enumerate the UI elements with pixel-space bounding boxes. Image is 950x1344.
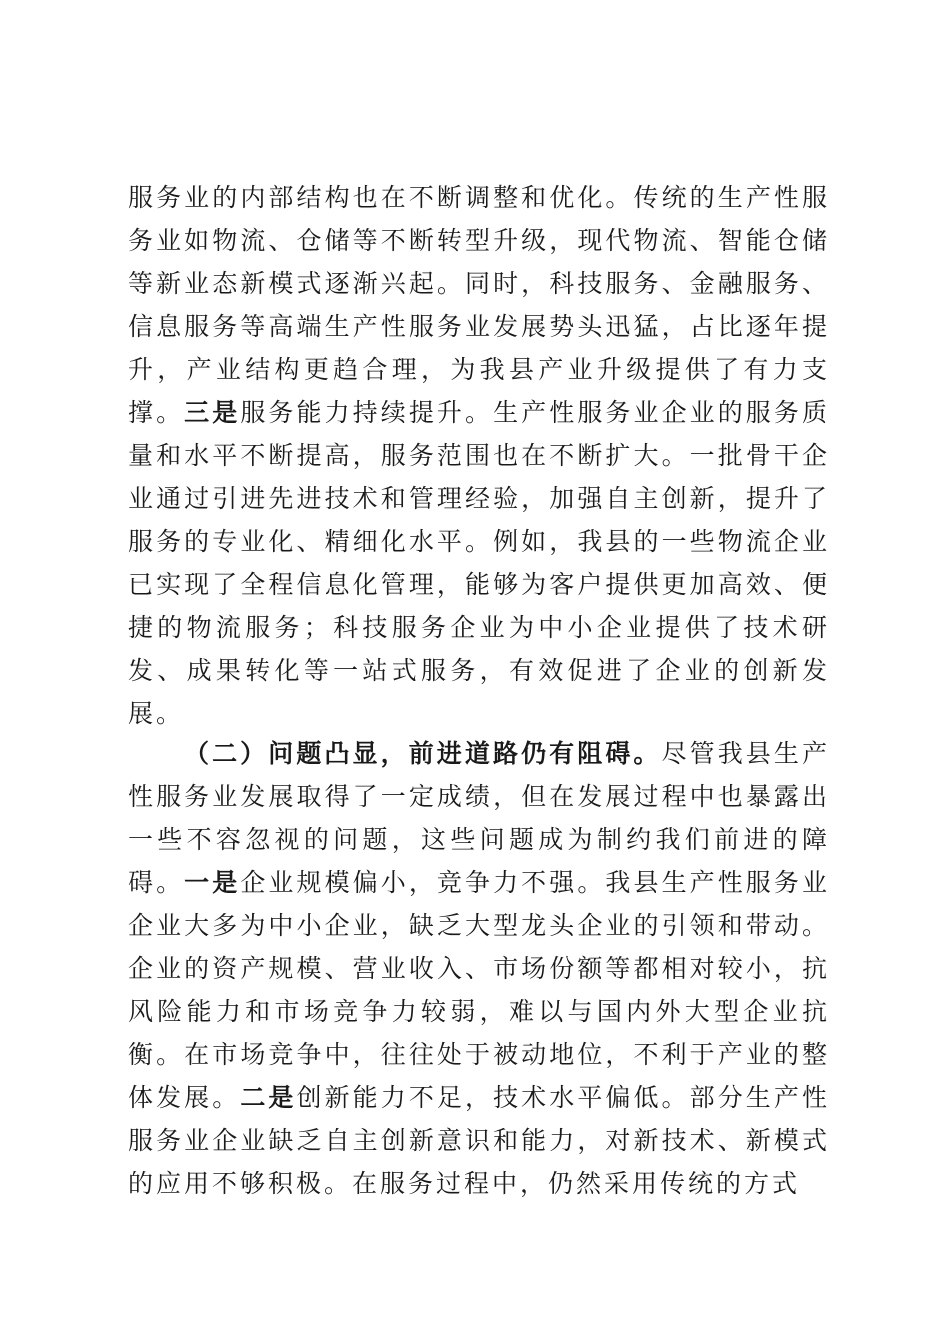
- paragraph-problems: [128, 732, 830, 1205]
- paragraph-text: 创新能力不足，技术水平偏低。部分生产性服务业企业缺乏自主创新意识和能力，对新技术、新模式的应用不够积极。在服务过程中，仍然采用传统的方式: [128, 1083, 830, 1198]
- section-heading: （二）问题凸显，前进道路仍有阻碍。: [184, 739, 662, 768]
- paragraph-service-structure: [128, 176, 830, 735]
- bold-marker-third: 三是: [184, 398, 241, 427]
- bold-marker-first: 一是: [184, 868, 241, 897]
- bold-marker-second: 二是: [240, 1083, 297, 1112]
- paragraph-text: 尽管我县生产性服务业发展取得了一定成绩，但在发展过程中也暴露出一些不容忽视的问题，这些问题成为制约我们前进的障碍。: [128, 739, 830, 897]
- paragraph-text: 企业规模偏小，竞争力不强。我县生产性服务业企业大多为中小企业，缺乏大型龙头企业的引领和带动。企业的资产规模、营业收入、市场份额等都相对较小，抗风险能力和市场竞争力较弱，难以与国内外大型企业抗衡。在市场竞争中，往往处于被动地位，不利于产业的整体发展。: [128, 868, 830, 1112]
- paragraph-text: 服务业的内部结构也在不断调整和优化。传统的生产性服务业如物流、仓储等不断转型升级，现代物流、智能仓储等新业态新模式逐渐兴起。同时，科技服务、金融服务、信息服务等高端生产性服务业发展势头迅猛，占比逐年提升，产业结构更趋合理，为我县产业升级提供了有力支撑。: [128, 183, 830, 427]
- paragraph-text: 服务能力持续提升。生产性服务业企业的服务质量和水平不断提高，服务范围也在不断扩大。一批骨干企业通过引进先进技术和管理经验，加强自主创新，提升了服务的专业化、精细化水平。例如，我县的一些物流企业已实现了全程信息化管理，能够为客户提供更加高效、便捷的物流服务；科技服务企业为中小企业提供了技术研发、成果转化等一站式服务，有效促进了企业的创新发展。: [128, 398, 830, 728]
